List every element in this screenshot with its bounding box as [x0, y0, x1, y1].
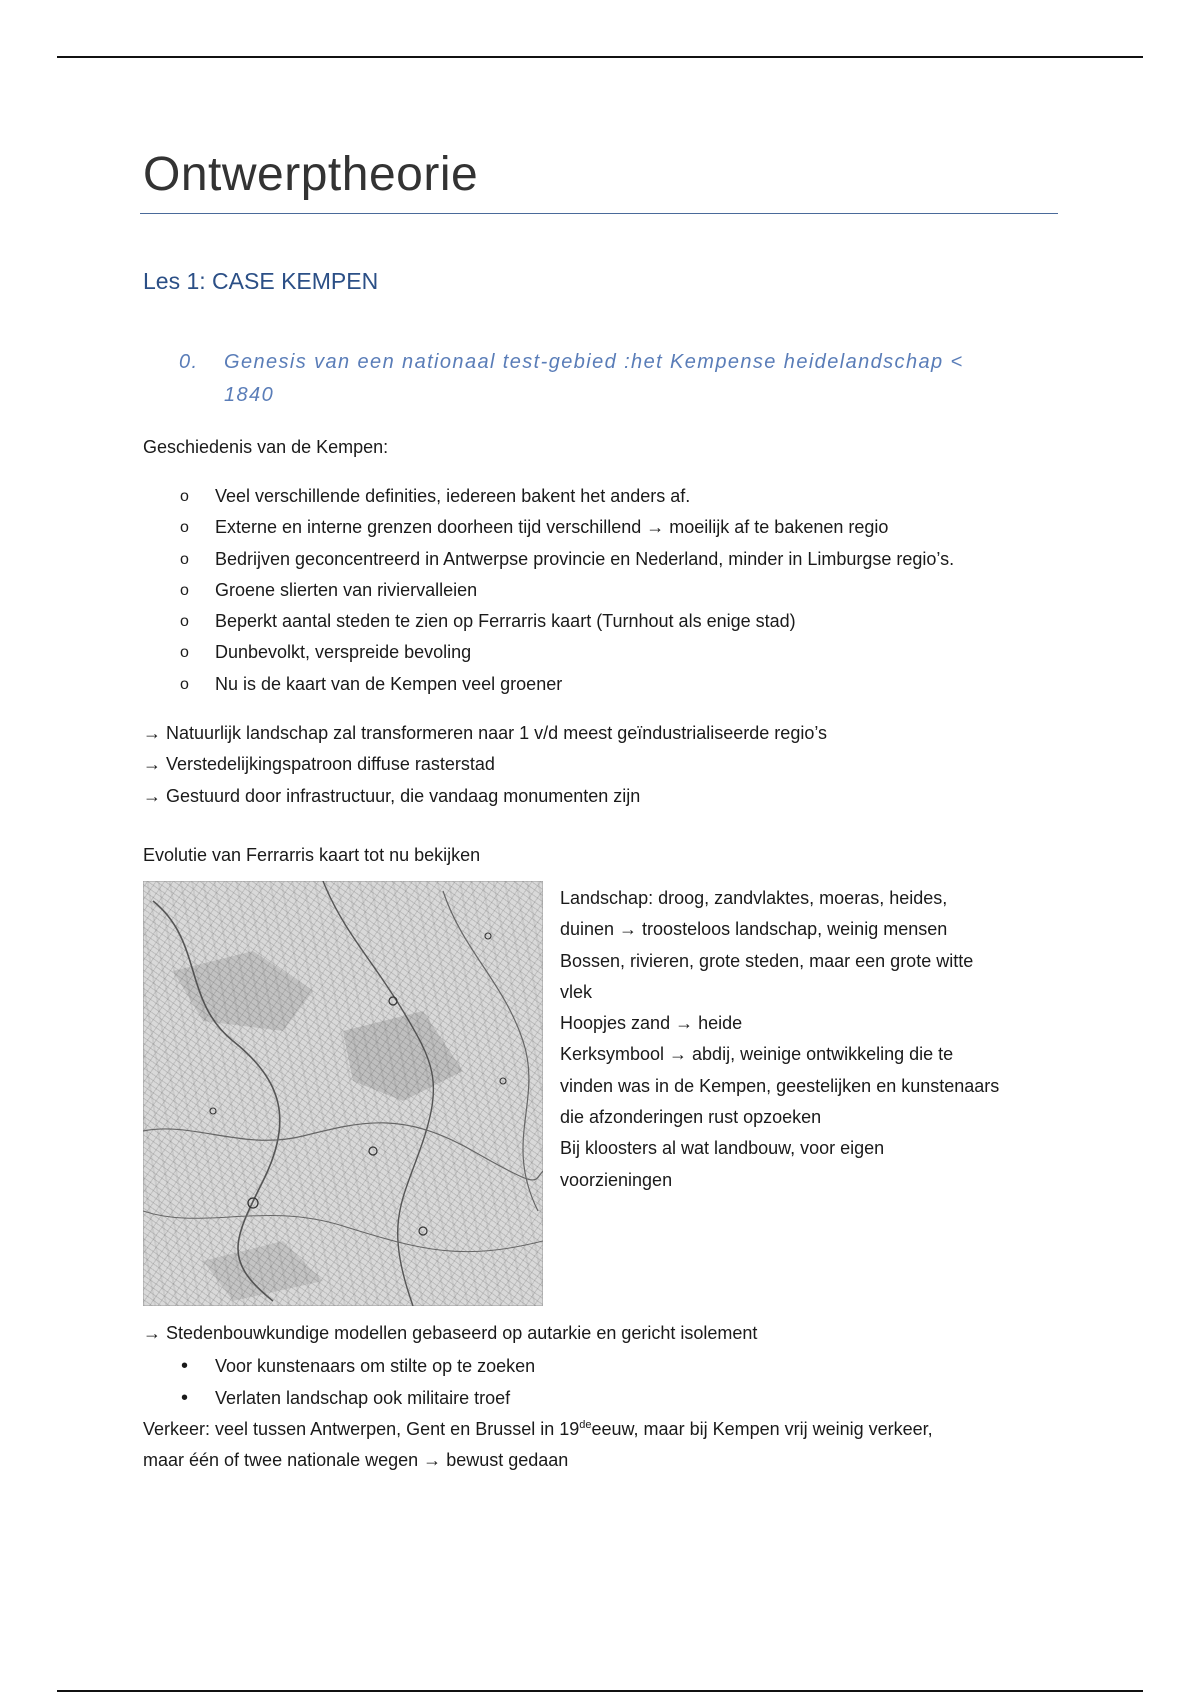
list-item: o Bedrijven geconcentreerd in Antwerpse provincie en Nederland, minder in Limburgse regio’s.: [143, 544, 1063, 575]
traffic-paragraph: [143, 1414, 1063, 1445]
map-figure-row: [143, 881, 1063, 1306]
traffic-text-part1: Verkeer: veel tussen Antwerpen, Gent en Brussel in 19: [143, 1418, 580, 1439]
page-top-rule: [57, 56, 1143, 58]
list-item: o Nu is de kaart van de Kempen veel groener: [143, 669, 1063, 700]
text-line: vinden was in de Kempen, geestelijken en kunstenaars: [560, 1075, 1000, 1096]
ferraris-map-image: [143, 881, 543, 1306]
text-line: voorzieningen: [560, 1169, 673, 1190]
text-line: die afzonderingen rust opzoeken: [560, 1107, 822, 1128]
lesson-heading: Les 1: CASE KEMPEN: [143, 268, 379, 294]
arrow-line: → Natuurlijk landschap zal transformeren naar 1 v/d meest geïndustrialiseerde regio’s: [143, 723, 828, 744]
text-line: Kerksymbool → abdij, weinige ontwikkeling die te: [560, 1044, 954, 1065]
list-item: • Voor kunstenaars om stilte op te zoeken: [143, 1351, 1063, 1382]
conclusion-block: [143, 1318, 1063, 1476]
section-title: [224, 346, 964, 412]
arrow-points: [143, 718, 1063, 812]
traffic-superscript: de: [579, 1418, 592, 1431]
traffic-text-part2: eeuw, maar bij Kempen vrij weinig verkeer,: [591, 1418, 933, 1439]
section-title-line2: 1840: [224, 384, 275, 406]
title-underline: [140, 213, 1058, 214]
intro-paragraph: Geschiedenis van de Kempen:: [143, 437, 389, 457]
text-line: Landschap: droog, zandvlaktes, moeras, heides,: [560, 887, 948, 908]
text-line: Bij kloosters al wat landbouw, voor eigen: [560, 1138, 885, 1159]
map-description: [560, 883, 1060, 1306]
text-line: Hoopjes zand → heide: [560, 1013, 743, 1034]
map-drawing: [143, 881, 543, 1306]
list-item: • Verlaten landschap ook militaire troef: [143, 1383, 1063, 1414]
evolution-paragraph: Evolutie van Ferrarris kaart tot nu bekijken: [143, 844, 481, 865]
arrow-line: → Gestuurd door infrastructuur, die vandaag monumenten zijn: [143, 785, 641, 806]
list-item: o Groene slierten van riviervalleien: [143, 575, 1063, 606]
history-list: [143, 481, 1063, 700]
text-line: duinen → troosteloos landschap, weinig mensen: [560, 919, 948, 940]
arrow-line: → Verstedelijkingspatroon diffuse rasterstad: [143, 754, 495, 775]
document-body: [143, 145, 1063, 1476]
section-heading: [179, 346, 1063, 412]
list-item: o Externe en interne grenzen doorheen tijd verschillend → moeilijk af te bakenen regio: [143, 512, 1063, 543]
traffic-paragraph-line2: maar één of twee nationale wegen → bewust gedaan: [143, 1450, 569, 1471]
page-bottom-rule: [57, 1690, 1143, 1692]
list-item: o Veel verschillende definities, iedereen bakent het anders af.: [143, 481, 1063, 512]
document-title: Ontwerptheorie: [143, 148, 479, 201]
arrow-line: → Stedenbouwkundige modellen gebaseerd op autarkie en gericht isolement: [143, 1322, 758, 1343]
text-line: vlek: [560, 981, 593, 1002]
text-line: Bossen, rivieren, grote steden, maar een grote witte: [560, 950, 974, 971]
isolation-list: [143, 1351, 1063, 1414]
section-number: 0.: [179, 351, 199, 373]
list-item: o Beperkt aantal steden te zien op Ferrarris kaart (Turnhout als enige stad): [143, 606, 1063, 637]
section-title-line1: Genesis van een nationaal test-gebied :het Kempense heidelandschap <: [224, 351, 964, 373]
list-item: o Dunbevolkt, verspreide bevoling: [143, 637, 1063, 668]
